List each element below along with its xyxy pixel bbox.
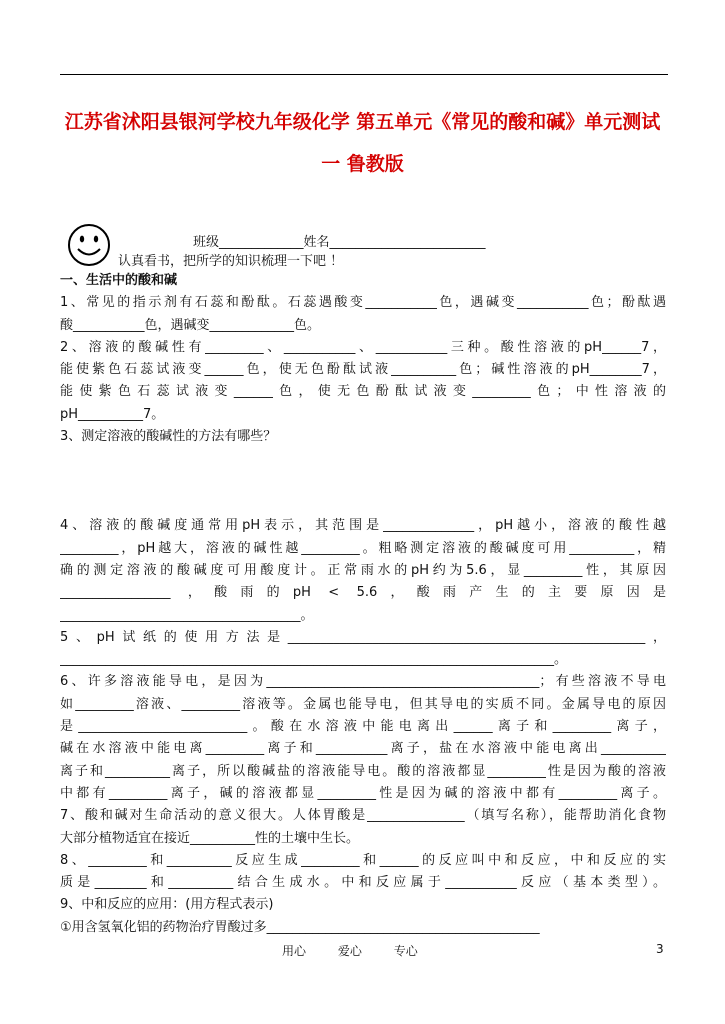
question-line: 离子和__________离子，所以酸碱盐的溶液能导电。酸的溶液都显_________性是因为酸的溶液 [60, 763, 666, 779]
question-line: 大部分植物适宜在接近__________性的土壤中生长。 [60, 830, 360, 846]
question-line: _________，pH越大，溶液的碱性越_________。粗略测定溶液的酸碱度可用__________，精 [60, 540, 666, 556]
footer-motto: 用心 [282, 944, 307, 958]
question-line: 碱在水溶液中能电离_________离子和___________离子，盐在水溶液中能电离出__________ [60, 741, 666, 757]
page-title: 江苏省沭阳县银河学校九年级化学 第五单元《常见的酸和碱》单元测试 [64, 111, 661, 133]
question-line: 8、_________和__________反应生成_________和______的反应叫中和反应，中和反应的实 [60, 852, 666, 868]
question-line: ①用含氢氧化铝的药物治疗胃酸过多__________________________________________ [60, 919, 540, 935]
header-rule [60, 74, 668, 75]
question-line: pH__________7。 [60, 406, 165, 422]
footer-mottos [282, 942, 446, 959]
footer-motto: 专心 [393, 944, 418, 958]
question-line: 6、许多溶液能导电，是因为__________________________________________；有些溶液不导电 [60, 674, 666, 690]
smiley-face-icon [66, 222, 112, 268]
footer-motto: 爱心 [337, 944, 362, 958]
page-number: 3 [656, 942, 664, 956]
study-tip: 认真看书，把所学的知识梳理一下吧 ！ [118, 254, 344, 269]
question-line: 确的测定溶液的酸碱度可用酸度计。正常雨水的pH约为5.6，显_________性，其原因 [60, 562, 666, 578]
question-body [60, 270, 666, 939]
question-line: 如_________溶液、_________溶液等。金属也能导电，但其导电的实质不同。金属导电的原因 [60, 696, 666, 712]
question-line: 7、酸和碱对生命活动的意义很大。人体胃酸是_______________（填写名称），能帮助消化食物 [60, 808, 666, 824]
question-line: 5、pH试纸的使用方法是_______________________________________________________， [60, 629, 666, 645]
question-line: 质是________和__________结合生成水。中和反应属于___________反应（基本类型）。 [60, 875, 666, 891]
question-line: _____________________________________。 [60, 607, 314, 623]
class-name-field: 班级_____________姓名________________________ [193, 235, 486, 250]
question-line: 1、常见的指示剂有石蕊和酚酞。石蕊遇酸变___________色，遇碱变___________色；酚酞遇 [60, 295, 666, 311]
question-line: 能使紫色石蕊试液变______色，使无色酚酞试液变_________色；中性溶液的 [60, 384, 666, 400]
question-line: 中都有_________离子，碱的溶液都显_________性是因为碱的溶液中都有_________离子。 [60, 785, 666, 801]
question-line: ____________________________________________________________________________。 [60, 652, 567, 668]
question-line: 是__________________________。酸在水溶液中能电离出______离子和_________离子， [60, 719, 666, 735]
section-heading: 一、生活中的酸和碱 [60, 273, 178, 288]
question-line: _________________ ，酸雨的pH < 5.6，酸雨产生的主要原因是 [60, 585, 666, 601]
question-line: 酸___________色，遇碱变_____________色。 [60, 317, 321, 333]
question-line: 4、溶液的酸碱度通常用pH表示，其范围是______________，pH越小，溶液的酸性越 [60, 518, 666, 534]
question-line: 能使紫色石蕊试液变______色，使无色酚酞试液__________色；碱性溶液的pH________7， [60, 362, 666, 378]
page-title-edition: 一 鲁教版 [321, 153, 404, 175]
answer-space [60, 448, 666, 515]
question-line: 9、中和反应的应用：(用方程式表示) [60, 897, 274, 913]
question-line: 3、测定溶液的酸碱性的方法有哪些？ [60, 429, 277, 445]
question-line: 2、溶液的酸碱性有_________、___________、___________三种。酸性溶液的pH______7， [60, 339, 666, 355]
